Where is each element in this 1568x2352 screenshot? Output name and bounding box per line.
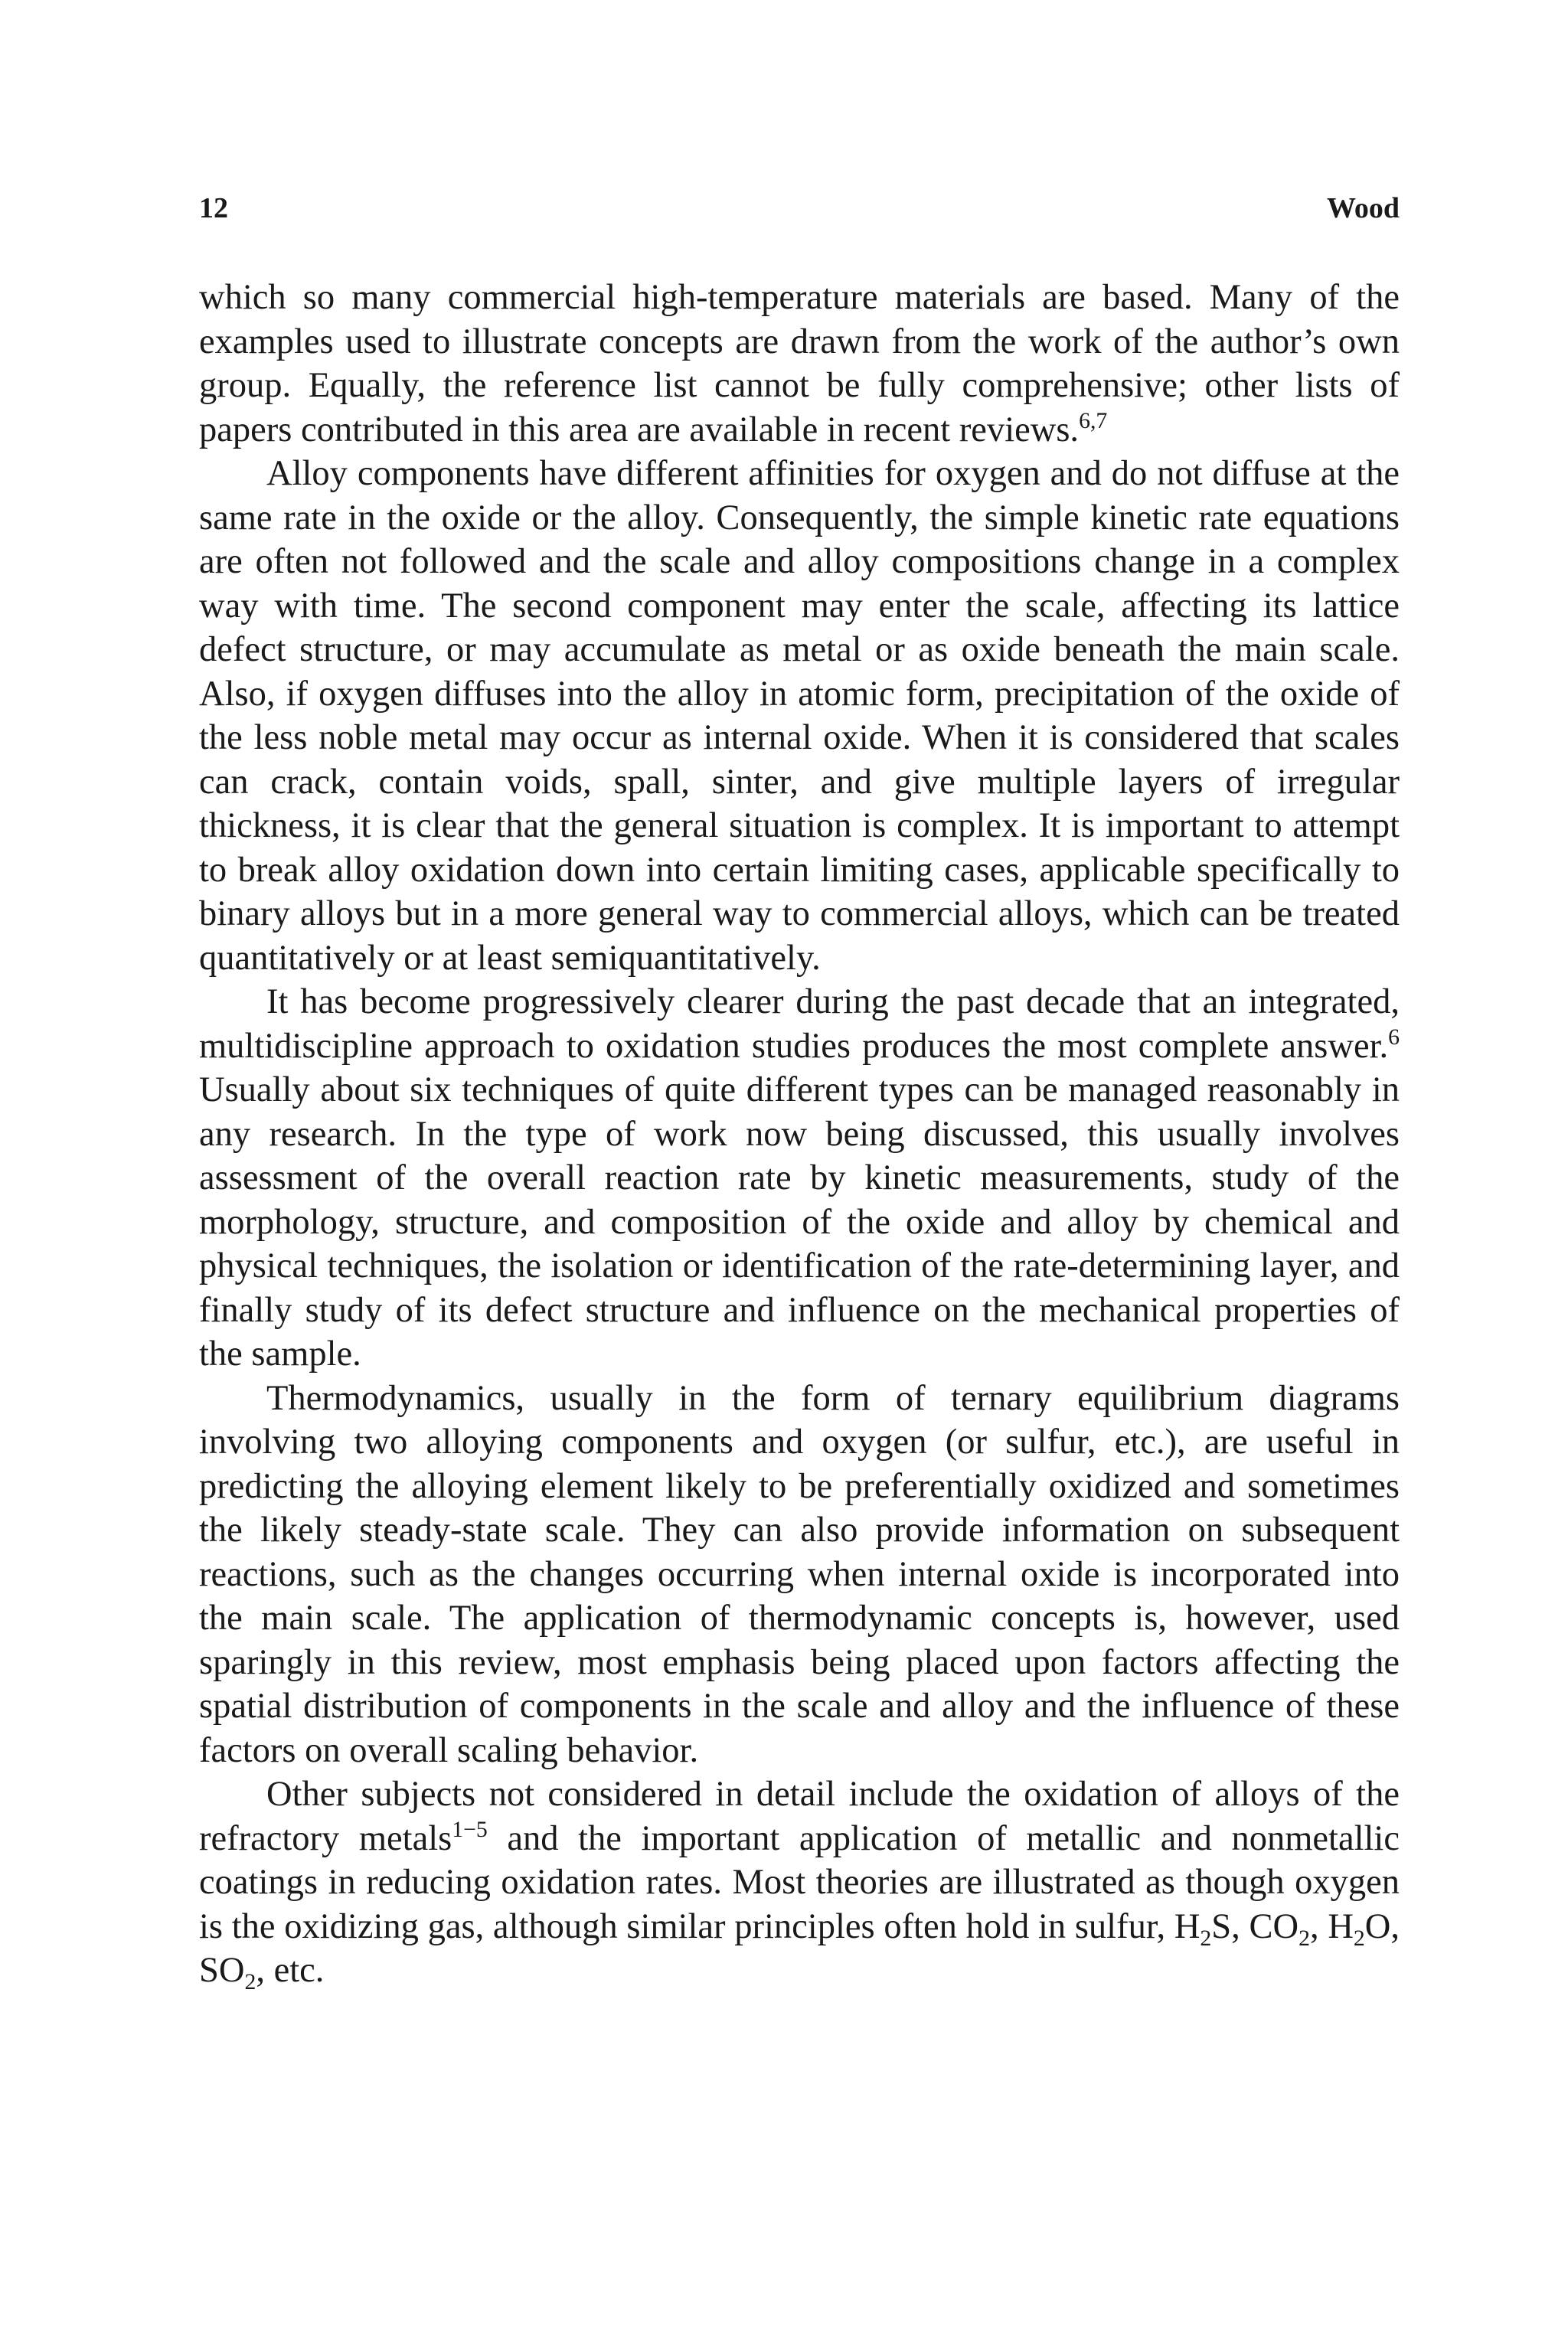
reference-superscript: 6 bbox=[1388, 1024, 1400, 1050]
formula-h2s: $H_2S$ bbox=[1174, 1906, 1232, 1951]
page-number: 12 bbox=[199, 192, 228, 224]
paragraph-text: Usually about six techniques of quite different types can be managed reasonably in any research. In the type of work now being discussed, this usually involves assessment of the overall reaction rate by kinetic measurements, study of the morphology, structure, and composition of the oxide and alloy by chemical and physical techniques, the isolation or identification of the rate-determining layer, and finally study of its defect structure and influence on the mechanical properties of the sample. bbox=[199, 1070, 1400, 1374]
body-text bbox=[199, 276, 1400, 1993]
paragraph-text: and the important application of metallic and nonmetallic coatings in reducing oxidation rates. Most theories are illustrated as though oxygen is the oxidizing gas, although similar principles often hold in sulfur, bbox=[199, 1818, 1400, 1946]
running-head-author: Wood bbox=[1326, 192, 1400, 224]
formula-co2: $CO_2$ bbox=[1249, 1906, 1310, 1951]
paragraph bbox=[199, 276, 1400, 452]
formula-h2o: $H_2O$ bbox=[1328, 1906, 1391, 1951]
paragraph bbox=[199, 1377, 1400, 1773]
formula-so2: $SO_2$ bbox=[199, 1951, 256, 1995]
paragraph-text: Alloy components have different affinities for oxygen and do not diffuse at the same rate in the oxide or the alloy. Consequently, the simple kinetic rate equations are often not followed and the scale and alloy compositions change in a complex way with time. The second component may enter the scale, affecting its lattice defect structure, or may accumulate as metal or as oxide beneath the main scale. Also, if oxygen diffuses into the alloy in atomic form, precipitation of the oxide of the less noble metal may occur as internal oxide. When it is considered that scales can crack, contain voids, spall, sinter, and give multiple layers of irregular thickness, it is clear that the general situation is complex. It is important to attempt to break alloy oxidation down into certain limiting cases, applicable specifically to binary alloys but in a more general way to commercial alloys, which can be treated quantitatively or at least semiquantitatively. bbox=[199, 454, 1400, 978]
reference-superscript: 1−5 bbox=[452, 1817, 488, 1843]
paragraph bbox=[199, 980, 1400, 1377]
reference-superscript: 6,7 bbox=[1079, 408, 1108, 434]
paragraph-text: which so many commercial high-temperature materials are based. Many of the examples used to illustrate concepts are drawn from the work of the author’s own group. Equally, the reference list cannot be fully comprehensive; other lists of papers contributed in this area are available in recent reviews. bbox=[199, 278, 1400, 449]
paragraph-text: Thermodynamics, usually in the form of ternary equilibrium diagrams involving two alloying components and oxygen (or sulfur, etc.), are useful in predicting the alloying element likely to be preferentially oxidized and sometimes the likely steady-state scale. They can also provide information on subsequent reactions, such as the changes occurring when internal oxide is incorporated into the main scale. The application of thermodynamic concepts is, however, used sparingly in this review, most emphasis being placed upon factors affecting the spatial distribution of components in the scale and alloy and the influence of these factors on overall scaling behavior. bbox=[199, 1378, 1400, 1770]
paragraph-text: It has become progressively clearer during the past decade that an integrated, multidiscipline approach to oxidation studies produces the most complete answer. bbox=[199, 982, 1400, 1066]
paragraph bbox=[199, 452, 1400, 980]
running-head bbox=[199, 191, 1400, 237]
paragraph-text: Other subjects not considered in detail include the oxidation of alloys of the refractory metals bbox=[199, 1775, 1400, 1858]
paragraph: Other subjects not considered in detail include the oxidation of alloys of the refractory metals$^{1-5}$ and the important application of metallic and nonmetallic coatings in reducing oxidation rates. Most theories are illustrated as though oxygen is the oxidizing gas, although similar principles often hold in sulfur, $H_2S$, $CO_2$, $H_2O$, $SO_2$, etc. bbox=[199, 1775, 1400, 1995]
